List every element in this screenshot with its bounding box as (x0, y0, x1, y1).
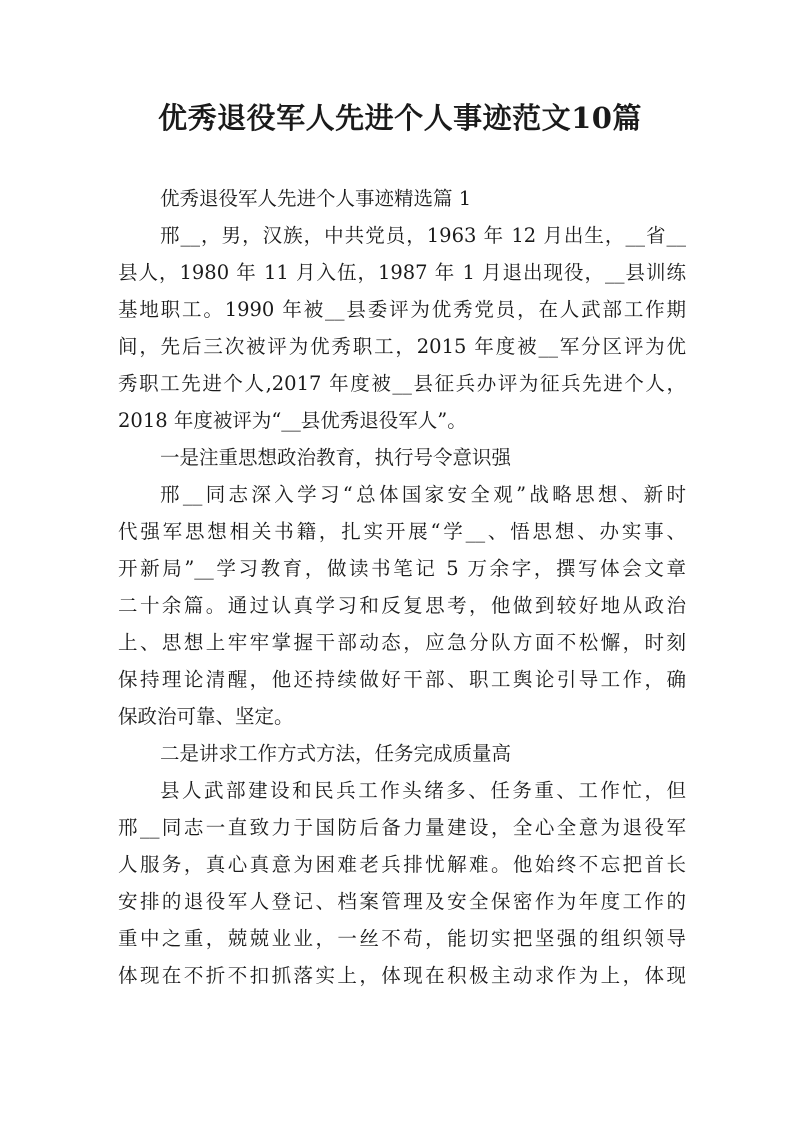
document-body (118, 180, 686, 994)
text-line: 秀职工先进个人,2017 年度被__县征兵办评为征兵先进个人， (118, 372, 686, 395)
text-line: 邢__，男，汉族，中共党员，1963 年 12 月出生，__省__ (160, 224, 686, 247)
text-line: 安排的退役军人登记、档案管理及安全保密作为年度工作的 (118, 890, 686, 913)
text-line: 基地职工。1990 年被__县委评为优秀党员，在人武部工作期 (118, 298, 686, 321)
text-line: 邢__同志一直致力于国防后备力量建设，全心全意为退役军 (118, 816, 686, 839)
text-line: 邢__同志深入学习“总体国家安全观”战略思想、新时 (160, 483, 686, 506)
text-line: 开新局”__学习教育，做读书笔记 5 万余字，撰写体会文章 (118, 557, 686, 580)
section-heading: 优秀退役军人先进个人事迹精选篇 1 (160, 187, 472, 210)
text-line: 间，先后三次被评为优秀职工，2015 年度被__军分区评为优 (118, 335, 686, 358)
text-line: 保持理论清醒，他还持续做好干部、职工舆论引导工作，确 (118, 668, 686, 691)
text-line: 县人，1980 年 11 月入伍，1987 年 1 月退出现役，__县训练 (118, 261, 686, 284)
text-line: 保政治可靠、坚定。 (118, 705, 294, 728)
page-title: 优秀退役军人先进个人事迹范文10篇 (158, 101, 642, 135)
text-line: 县人武部建设和民兵工作头绪多、任务重、工作忙，但 (160, 779, 686, 802)
text-line: 体现在不折不扣抓落实上，体现在积极主动求作为上，体现 (118, 964, 686, 987)
text-line: 代强军思想相关书籍，扎实开展“学__、悟思想、办实事、 (118, 520, 686, 543)
text-line: 二十余篇。通过认真学习和反复思考，他做到较好地从政治 (118, 594, 686, 617)
text-line: 上、思想上牢牢掌握干部动态，应急分队方面不松懈，时刻 (118, 631, 686, 654)
text-line: 人服务，真心真意为困难老兵排忧解难。他始终不忘把首长 (118, 853, 686, 876)
paragraph-heading: 一是注重思想政治教育，执行号令意识强 (160, 446, 512, 469)
paragraph-heading: 二是讲求工作方式方法，任务完成质量高 (160, 742, 512, 765)
text-line: 2018 年度被评为“__县优秀退役军人”。 (118, 409, 467, 432)
text-line: 重中之重，兢兢业业，一丝不苟，能切实把坚强的组织领导 (118, 927, 686, 950)
